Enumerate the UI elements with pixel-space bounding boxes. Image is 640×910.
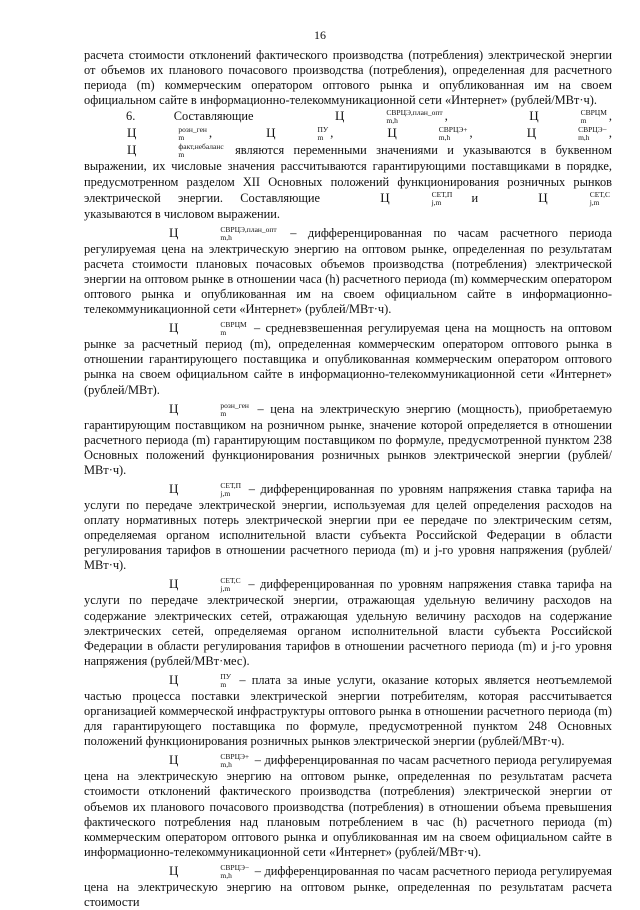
symbol-svrce-plus: Ц СВРЦЭ+ m,h [169,752,250,770]
symbol-svrce-minus: Ц СВРЦЭ− m,h [526,125,607,143]
symbol-svrce-plan: Ц СВРЦЭ,план_опт m,h [169,224,277,242]
definition-rozn-gen: Ц розн_ген m – цена на электрическую энергию (мощность), приобретаемую гарантирующим поставщиком на розничном рынке, значение которой определяется в отношении расчетного периода (m) гарантирующим поставщиком по формуле, предусмотренной пунктом 238 Основных положений функционирования розничных рынков электрической энергии (рублей/МВт·ч). [84,400,612,477]
definition-svrce-minus: Ц СВРЦЭ− m,h – дифференцированная по часам расчетного периода регулируемая цена на электрическую энергию на оптовом рынке, определенная по результатам расчета стоимости [84,862,612,910]
definition-set-c: Ц СЕТ,С j,m – дифференцированная по уровням напряжения ставка тарифа на услуги по передаче электрической энергии, отражающая удельную величину расходов на содержание электрических сетей, отражающая удельную величину расходов на содержание электрических сетей, определяемая органом исполнительной власти субъекта Российской Федерации в области регулирования тарифов в отношении расчетного периода (m) и j-го уровня напряжения (рублей/МВт·мес). [84,576,612,668]
symbol-svrcm: Ц СВРЦМ m [529,108,607,126]
symbol-svrce-plus: Ц СВРЦЭ+ m,h [387,125,468,143]
definition-svrcm: Ц СВРЦМ m – средневзвешенная регулируемая цена на мощность на оптовом рынке за расчетный период (m), определенная коммерческим оператором оптового рынка в отношении гарантирующего поставщика и опубликованная коммерческим оператором оптового рынка на своем официальном сайте в информационно-телекоммуникационной сети «Интернет» (рублей/МВт). [84,320,612,397]
symbol-svrce-plan: Ц СВРЦЭ,план_опт m,h [335,108,443,126]
symbol-svrce-minus: Ц СВРЦЭ− m,h [169,862,250,880]
symbol-pu: Ц ПУ m [266,125,329,143]
symbol-rozn-gen: Ц розн_ген m [127,125,207,143]
symbol-rozn-gen: Ц розн_ген m [169,400,249,418]
document-body [84,48,612,910]
symbol-set-p: Ц СЕТ,П j,m [169,480,242,498]
paragraph-components: 6. Составляющие Ц СВРЦЭ,план_опт m,h , Ц СВРЦМ m , Ц розн_ген m , Ц ПУ m , Ц СВРЦЭ+ m,h , Ц СВРЦЭ− m,h , Ц факт,небаланс m являются переменными значениями и указываются в буквенном выражении, их числовые значения рассчитываются гарантирующими поставщиками в порядке, предусмотренном разделом XII Основных положений функционирования розничных рынков электрической энергии. Составляющие Ц СЕТ,П j,m и Ц СЕТ,С j,m указываются в числовом выражении. [84,108,612,221]
symbol-set-c: Ц СЕТ,С j,m [538,189,610,207]
symbol-svrcm: Ц СВРЦМ m [169,320,247,338]
symbol-set-p: Ц СЕТ,П j,m [380,189,453,207]
symbol-fakt-nebalans: Ц факт,небаланс m [127,142,224,160]
definition-svrce-plan: Ц СВРЦЭ,план_опт m,h – дифференцированная по часам расчетного периода регулируемая цена на электрическую энергию на оптовом рынке, определенная по результатам расчета стоимости плановых почасовых объемов производства (потребления) электрической энергии на оптовом рынке в отношении часа (h) расчетного периода (m) коммерческим оператором оптового рынка и опубликованная им на своем официальном сайте в информационно-телекоммуникационной сети «Интернет» (рублей/МВт·ч). [84,224,612,317]
page-number: 16 [314,28,326,42]
definition-svrce-plus: Ц СВРЦЭ+ m,h – дифференцированная по часам расчетного периода регулируемая цена на электрическую энергию на оптовом рынке, определенная по результатам расчета стоимости отклонений фактического производства (потребления) электрической энергии от объемов их планового почасового производства (потребления) в отношении объема превышения фактического потребления над плановым потреблением в час (h) расчетного периода (m) коммерческим оператором оптового рынка и опубликованная им на своем официальном сайте в информационно-телекоммуникационной сети «Интернет» (рублей/МВт·ч). [84,752,612,859]
symbol-set-c: Ц СЕТ,С j,m [169,576,241,594]
paragraph-continuation: расчета стоимости отклонений фактического производства (потребления) электрической энергии от объемов их планового почасового производства (потребления), определенная для расчетного периода (m) коммерческим оператором оптового рынка и опубликованная им на своем официальном сайте в информационно-телекоммуникационной сети «Интернет» (рублей/МВт·ч). [84,48,612,108]
definition-pu: Ц ПУ m – плата за иные услуги, оказание которых является неотъемлемой частью процесса поставки электрической энергии потребителям, которая рассчитывается организацией коммерческой инфраструктуры оптового рынка в отношении расчетного периода (m) для гарантирующего поставщика по формуле, предусмотренной пунктом 248 Основных положений функционирования розничных рынков электрической энергии (рублей/МВт·ч). [84,671,612,749]
symbol-pu: Ц ПУ m [169,671,232,689]
definition-set-p: Ц СЕТ,П j,m – дифференцированная по уровням напряжения ставка тарифа на услуги по передаче электрической энергии, используемая для целей определения расходов на оплату нормативных потерь электрической энергии при ее передаче по электрическим сетям, определяемая органом исполнительной власти субъекта Российской Федерации в области регулирования тарифов в отношении расчетного периода (m) и j-го уровня напряжения (рублей/МВт·ч). [84,480,612,573]
